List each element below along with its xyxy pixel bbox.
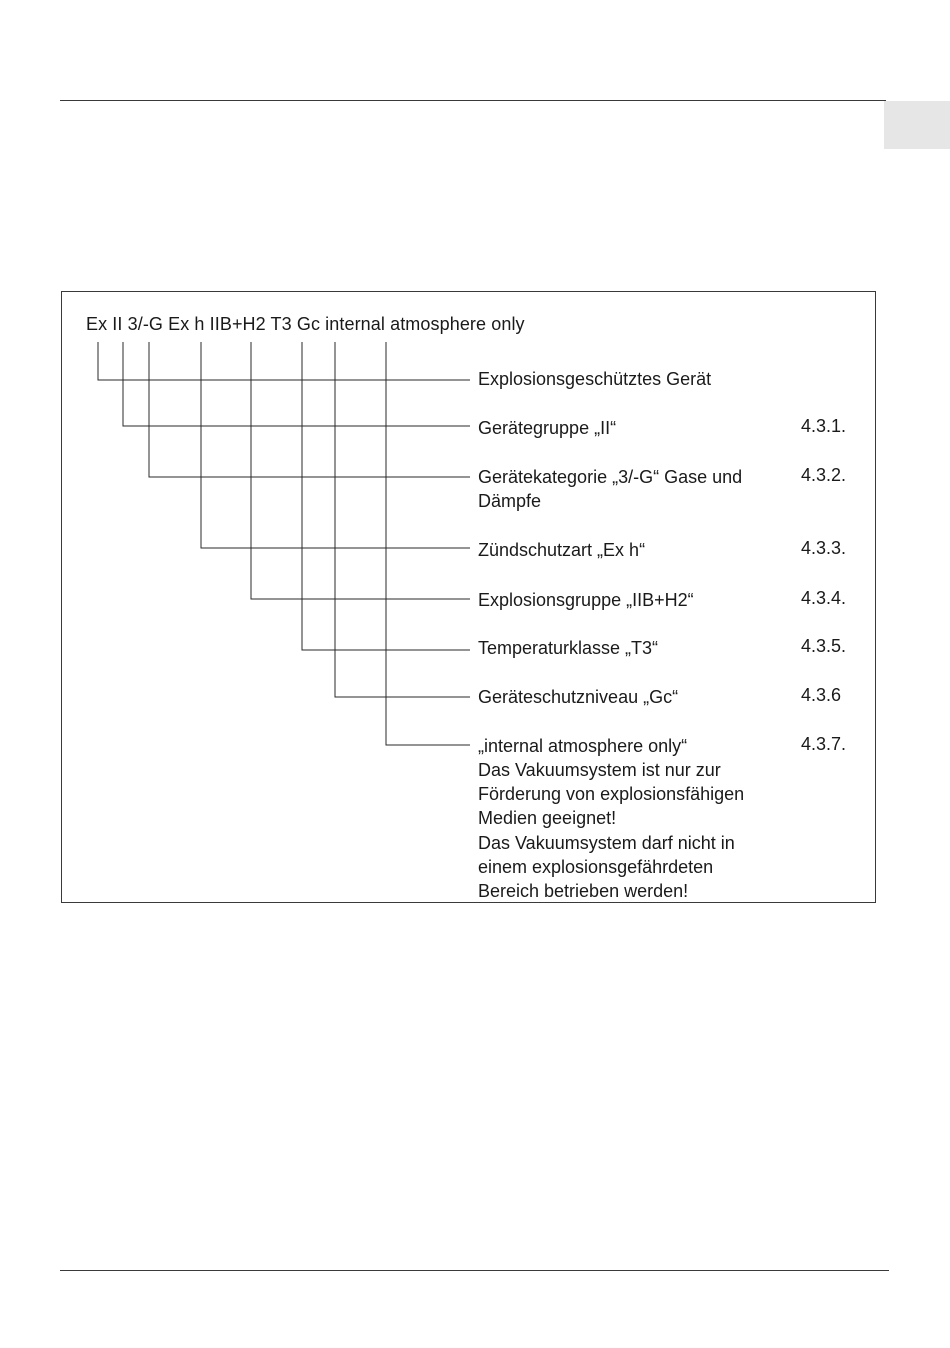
item-ref-5: 4.3.4.: [801, 588, 847, 608]
item-label-5: Explosionsgruppe „IIB+H2“: [478, 590, 694, 610]
item-note-line-3: Medien geeignet!: [478, 808, 617, 828]
connector-line-1: [98, 342, 470, 380]
item-label-3-line2: Dämpfe: [478, 491, 542, 511]
item-note-line-6: Bereich betrieben werden!: [478, 881, 689, 901]
item-ref-8: 4.3.7.: [801, 734, 847, 754]
item-note-line-1: Das Vakuumsystem ist nur zur: [478, 760, 721, 780]
item-label-6: Temperaturklasse „T3“: [478, 638, 659, 658]
item-note-line-5: einem explosionsgefährdeten: [478, 857, 714, 877]
item-ref-4: 4.3.3.: [801, 538, 847, 558]
connector-line-2: [123, 342, 470, 426]
connector-line-5: [251, 342, 470, 599]
connector-line-7: [335, 342, 470, 697]
item-ref-6: 4.3.5.: [801, 636, 847, 656]
item-label-4: Zündschutzart „Ex h“: [478, 540, 646, 560]
connector-line-3: [149, 342, 470, 477]
item-label-3: Gerätekategorie „3/-G“ Gase und: [478, 467, 743, 487]
item-label-1: Explosionsgeschütztes Gerät: [478, 369, 712, 389]
connector-line-8: [386, 342, 470, 745]
item-note-line-2: Förderung von explosionsfähigen: [478, 784, 745, 804]
item-ref-7: 4.3.6: [801, 685, 842, 705]
item-label-2: Gerätegruppe „II“: [478, 418, 617, 438]
item-ref-3: 4.3.2.: [801, 465, 847, 485]
item-label-8: „internal atmosphere only“: [478, 736, 688, 756]
item-ref-2: 4.3.1.: [801, 416, 847, 436]
item-label-7: Geräteschutzniveau „Gc“: [478, 687, 679, 707]
footer-rule: [60, 1270, 889, 1271]
item-note-line-4: Das Vakuumsystem darf nicht in: [478, 833, 735, 853]
marking-code: Ex II 3/-G Ex h IIB+H2 T3 Gc internal atmosphere only: [86, 314, 525, 334]
